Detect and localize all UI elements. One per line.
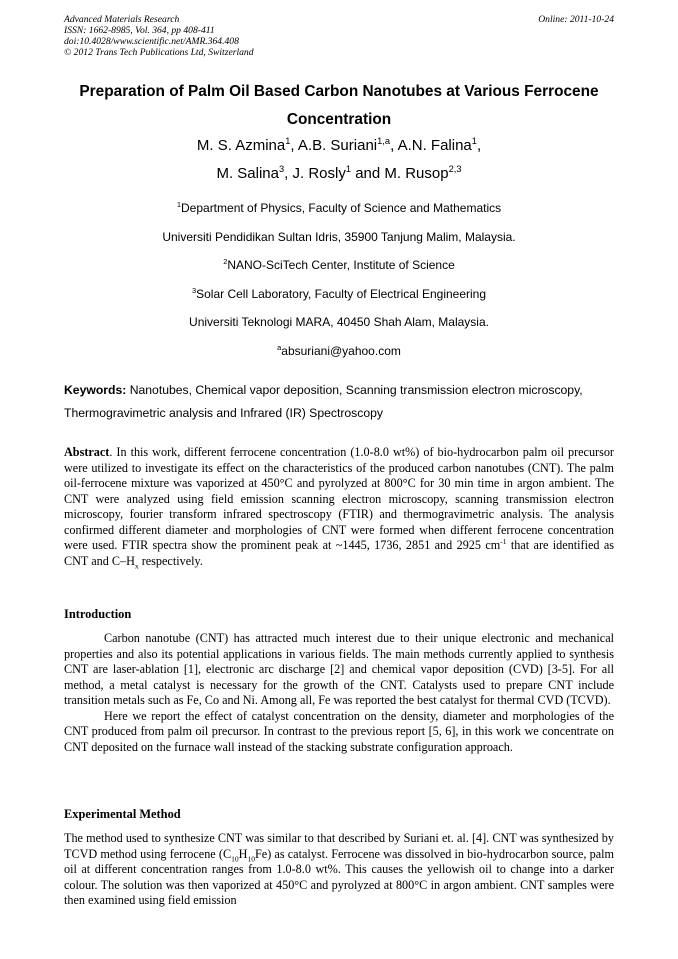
author-separator: , <box>476 137 482 154</box>
paragraph: Here we report the effect of catalyst concentration on the density, diameter and morphologies of the CNT produced from palm oil precursor. In contrast to the previous report [5, 6], in this work we concentrate on CNT deposited on the furnace wall instead of the stacking substrate configuration approach. <box>64 708 614 754</box>
author-name: M. S. Azmina <box>196 137 286 154</box>
keywords <box>64 379 614 425</box>
affil-sup: 3 <box>191 285 197 295</box>
introduction-body <box>64 631 614 755</box>
author-line-1 <box>40 132 638 160</box>
author-name: , A.N. Falina <box>390 137 472 154</box>
affil-sup: 1 <box>176 200 181 209</box>
author-affil-sup: 1,a <box>377 136 391 146</box>
doi-line: doi:10.4028/www.scientific.net/AMR.364.408 <box>64 36 239 47</box>
title-line-2: Concentration <box>286 111 392 128</box>
online-date: Online: 2011-10-24 <box>538 14 614 25</box>
journal-name: Advanced Materials Research <box>64 14 180 25</box>
author-name: , A.B. Suriani <box>290 137 378 154</box>
affil-text: Solar Cell Laboratory, Faculty of Electrical Engineering <box>196 286 487 301</box>
formula-sub: 10 <box>231 853 239 863</box>
author-affil-sup: 1 <box>471 136 477 146</box>
experimental-heading: Experimental Method <box>64 807 181 821</box>
author-list <box>40 132 638 188</box>
email-sup: a <box>277 342 282 352</box>
author-name: and M. Rusop <box>351 165 449 182</box>
copyright-line: © 2012 Trans Tech Publications Ltd, Switzerland <box>64 47 254 58</box>
issn-line: ISSN: 1662-8985, Vol. 364, pp 408-411 <box>64 25 215 36</box>
author-line-2 <box>40 160 638 188</box>
keywords-text: Nanotubes, Chemical vapor deposition, Scanning transmission electron microscopy, Thermogravimetric analysis and Infrared (IR) Spectroscopy <box>64 383 583 420</box>
affiliations <box>40 194 638 366</box>
author-affil-sup: 1 <box>345 164 352 174</box>
affiliation-2 <box>40 251 638 280</box>
author-affil-sup: 1 <box>285 136 291 146</box>
author-name: M. Salina <box>216 165 279 182</box>
abstract-sup: -1 <box>500 536 507 546</box>
abstract-text: respectively. <box>138 553 203 568</box>
title-line-1: Preparation of Palm Oil Based Carbon Nanotubes at Various Ferrocene <box>79 83 599 100</box>
author-affil-sup: 2,3 <box>448 164 462 174</box>
experimental-body <box>64 831 614 909</box>
introduction-heading: Introduction <box>64 607 132 621</box>
formula-sub: 10 <box>247 853 255 863</box>
paragraph-text: Fe) as catalyst. Ferrocene was dissolved in bio-hydrocarbon source, palm oil at different concentration ranges from 1.0-8.0 wt%. This causes the yellowish oil to change into a darker colour. The solution was then vaporized at 450°C and pyrolyzed at 800°C in argon ambient. CNT samples were then examined using field emission <box>64 846 614 907</box>
author-affil-sup: 3 <box>279 164 285 174</box>
affiliation-3-line-1 <box>40 280 638 309</box>
abstract <box>64 445 614 569</box>
affil-text: Department of Physics, Faculty of Science and Mathematics <box>181 201 502 215</box>
keywords-label: Keywords: <box>64 383 127 397</box>
affiliation-1-line-2: Universiti Pendidikan Sultan Idris, 35900 Tanjung Malim, Malaysia. <box>162 229 516 244</box>
author-name: , J. Rosly <box>284 165 346 182</box>
email-text: absuriani@yahoo.com <box>281 343 401 358</box>
paragraph-text: The method used to synthesize CNT was similar to that described by Suriani et. al. [4]. CNT was synthesized by TCVD method using ferrocene (C <box>64 831 614 861</box>
abstract-text: . In this work, different ferrocene concentration (1.0-8.0 wt%) of bio-hydrocarbon palm oil precursor were utilized to investigate its effect on the characteristics of the produced carbon nanotubes (CNT). The palm oil-ferrocene mixture was vaporized at 450°C and pyrolyzed at 800°C for 30 min time in argon ambient. The CNT were analyzed using field emission scanning electron microscopy, scanning transmission electron microscopy, fourier transform infrared spectroscopy (FTIR) and thermogravimetric analysis. The analysis confirmed different diameter and morphologies of CNT were formed when different ferrocene concentration were used. FTIR spectra show the prominent peak at ~1445, 1736, 2851 and 2925 cm <box>64 445 614 552</box>
abstract-sub: x <box>134 560 139 570</box>
affil-text: NANO-SciTech Center, Institute of Science <box>227 258 455 273</box>
paper-title <box>40 78 638 134</box>
affil-sup: 2 <box>223 257 228 267</box>
abstract-label: Abstract <box>64 445 110 459</box>
journal-header <box>64 14 254 58</box>
abstract-text: that are identified as CNT and C–H <box>64 538 614 568</box>
paragraph: Carbon nanotube (CNT) has attracted much interest due to their unique electronic and mechanical properties and also its potential applications in various fields. The main methods currently applied to synthesis CNT are laser-ablation [1], electronic arc discharge [2] and chemical vapor deposition (CVD) [3-5]. For all method, a metal catalyst is necessary for the growth of the CNT. Catalysts used to prepare CNT include transition metals such as Fe, Co and Ni. Among all, Fe was reported the best catalyst for thermal CVD (TCVD). <box>64 631 614 707</box>
affiliation-1-line-1 <box>40 194 638 223</box>
affiliation-3-line-2: Universiti Teknologi MARA, 40450 Shah Alam, Malaysia. <box>189 315 489 330</box>
paragraph-text: H <box>238 846 248 861</box>
corresponding-email <box>40 337 638 366</box>
